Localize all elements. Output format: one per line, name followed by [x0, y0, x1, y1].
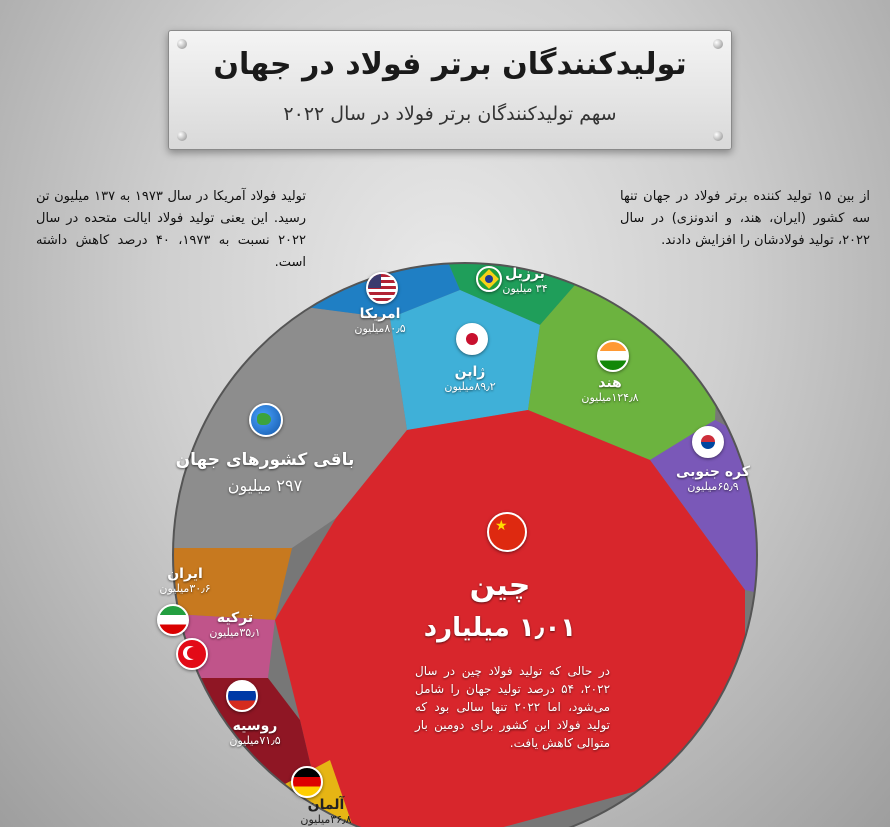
- usa-note: تولید فولاد آمریکا در سال ۱۹۷۳ به ۱۳۷ میلیون تن رسید. این یعنی تولید فولاد ایالت متحده در سال ۲۰۲۲ نسبت به ۱۹۷۳، ۴۰ درصد کاهش داشته است.: [36, 189, 307, 270]
- region-name: روسیه: [232, 718, 278, 734]
- china-note: در حالی که تولید فولاد چین در سال ۲۰۲۲، ۵۴ درصد تولید جهان را شامل می‌شود، اما ۲۰۲۲ تنها سالی بود که تولید فولاد این کشور برای دومین بار متوالی کاهش یافت.: [415, 664, 611, 750]
- region-value: ۳۵٫۱میلیون: [209, 626, 261, 639]
- korea-flag-icon: [692, 426, 724, 458]
- region-name: برزیل: [505, 266, 545, 282]
- region-value: ۲۹۷ میلیون: [227, 476, 303, 495]
- region-value: ۳۶٫۸میلیون: [300, 813, 352, 826]
- region-value: ۱٫۰۱ میلیارد: [423, 613, 577, 643]
- region-name: ایران: [167, 566, 203, 582]
- producers-note: از بین ۱۵ تولید کننده برتر فولاد در جهان تنها سه کشور (ایران، هند، و اندونزی) در سال ۲۰۲۲، تولید فولادشان را افزایش دادند.: [620, 189, 870, 248]
- region-value: ۸۹٫۲میلیون: [444, 380, 496, 393]
- region-name: امریکا: [359, 306, 401, 322]
- region-value: ۳۴ میلیون: [502, 282, 548, 295]
- label-usa: [340, 306, 420, 335]
- region-name: چین: [469, 568, 531, 603]
- region-value: ۱۲۴٫۸میلیون: [581, 391, 639, 404]
- label-japan: [430, 364, 510, 393]
- label-india: [570, 375, 650, 404]
- china-flag-icon: ★: [487, 512, 527, 552]
- region-name: ژاپن: [454, 364, 486, 380]
- region-name: باقی کشورهای جهان: [175, 450, 355, 470]
- label-iran: [150, 566, 220, 595]
- globe-icon: [249, 403, 283, 437]
- japan-flag-icon: [456, 323, 488, 355]
- turkey-flag-icon: [176, 638, 208, 670]
- india-flag-icon: [597, 340, 629, 372]
- region-value: ۶۵٫۹میلیون: [687, 480, 739, 493]
- region-name: هند: [598, 375, 622, 391]
- label-russia: [220, 718, 290, 747]
- germany-flag-icon: [291, 766, 323, 798]
- region-value: ۸۰٫۵میلیون: [354, 322, 406, 335]
- region-name: کره جنوبی: [676, 464, 750, 480]
- label-brazil: [490, 266, 560, 295]
- region-value: ۷۱٫۵میلیون: [229, 734, 281, 747]
- region-name: ترکیه: [216, 610, 254, 626]
- usa-flag-icon: [366, 272, 398, 304]
- russia-flag-icon: [226, 680, 258, 712]
- label-china: [420, 568, 580, 643]
- page-subtitle: سهم تولیدکنندگان برتر فولاد در سال ۲۰۲۲: [283, 103, 617, 125]
- page-title: تولیدکنندگان برتر فولاد در جهان: [213, 47, 687, 82]
- label-turkey: [200, 610, 270, 639]
- label-rest: [170, 450, 360, 495]
- region-name: آلمان: [307, 797, 345, 813]
- region-value: ۳۰٫۶میلیون: [159, 582, 211, 595]
- iran-flag-icon: [157, 604, 189, 636]
- label-korea: [668, 464, 758, 493]
- label-germany: [296, 797, 356, 826]
